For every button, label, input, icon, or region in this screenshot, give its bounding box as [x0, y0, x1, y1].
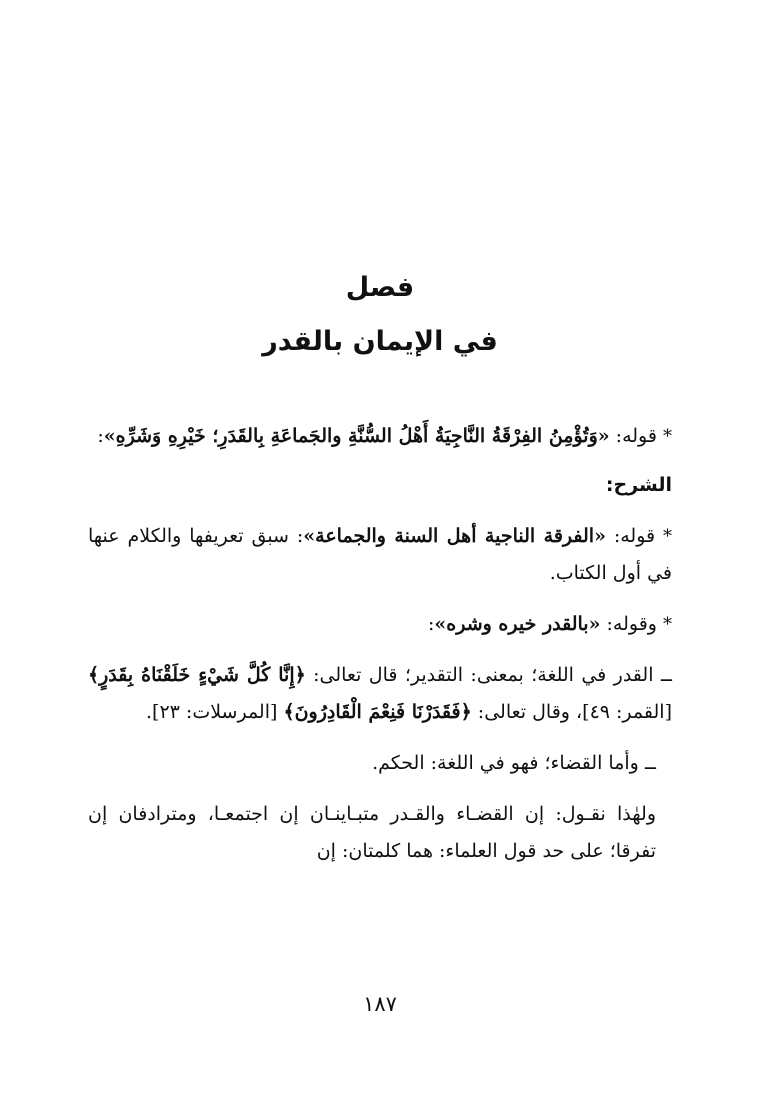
- page-number: ١٨٧: [363, 992, 397, 1016]
- statement-quote: «وَتُؤْمِنُ الفِرْقَةُ النَّاجِيَةُ أَهْلُ السُّنَّةِ والجَماعَةِ بِالقَدَرِ؛ خَيْرِهِ وَشَرِّهِ»: [103, 425, 610, 447]
- chapter-title: فصل: [345, 272, 415, 303]
- body-text: [88, 418, 672, 870]
- paragraph-statement: [88, 418, 672, 455]
- statement-end: :: [97, 425, 104, 447]
- firqa-lead: قوله:: [613, 525, 656, 547]
- paragraph-qadar-definition: [88, 657, 672, 731]
- paragraph-qada-definition: ــ وأما القضاء؛ فهو في اللغة: الحكم.: [372, 752, 656, 774]
- asterisk-marker: *: [663, 614, 672, 635]
- ayah-mursalat: ﴿فَقَدَرْنَا فَنِعْمَ الْقَادِرُونَ﴾: [283, 701, 472, 723]
- ayah-qamar: ﴿إِنَّا كُلَّ شَيْءٍ خَلَقْنَاهُ بِقَدَرٍ﴾: [88, 664, 306, 686]
- qadar-lead: وقوله:: [606, 613, 657, 635]
- chapter-subtitle: في الإيمان بالقدر: [262, 326, 498, 357]
- asterisk-marker: *: [663, 526, 673, 547]
- qadar-quote: «بالقدر خيره وشره»: [434, 613, 601, 635]
- sharh-heading: [88, 467, 672, 504]
- statement-lead: قوله:: [615, 425, 657, 447]
- paragraph-firqa: [88, 518, 672, 592]
- qadar-end: :: [427, 613, 435, 635]
- ref-mursalat: [المرسلات: ٢٣]: [152, 701, 278, 723]
- firqa-quote: «الفرقة الناجية أهل السنة والجماعة»: [303, 525, 606, 547]
- qadar-definition-text: ــ القدر في اللغة؛ بمعنى: التقدير؛ قال تعالى:: [313, 664, 672, 686]
- paragraph-qadar-quote: [88, 606, 672, 643]
- paragraph-qada-qadar-relation: ولهٰذا نقـول: إن القضـاء والقـدر متبـاينـان إن اجتمعـا، ومترادفان إن تفرقا؛ على حد قول العلماء: هما كلمتان: إن: [88, 803, 656, 862]
- qadar-definition-cont: ، وقال تعالى:: [477, 701, 583, 723]
- sharh-label: الشرح:: [605, 474, 672, 496]
- asterisk-marker: *: [663, 426, 672, 447]
- chapter-heading: [0, 268, 760, 362]
- firqa-rest: : سبق تعريفها والكلام عنها في أول الكتاب.: [88, 525, 672, 584]
- ref-qamar: [القمر: ٤٩]: [582, 701, 672, 723]
- qadar-definition-end: .: [145, 701, 153, 723]
